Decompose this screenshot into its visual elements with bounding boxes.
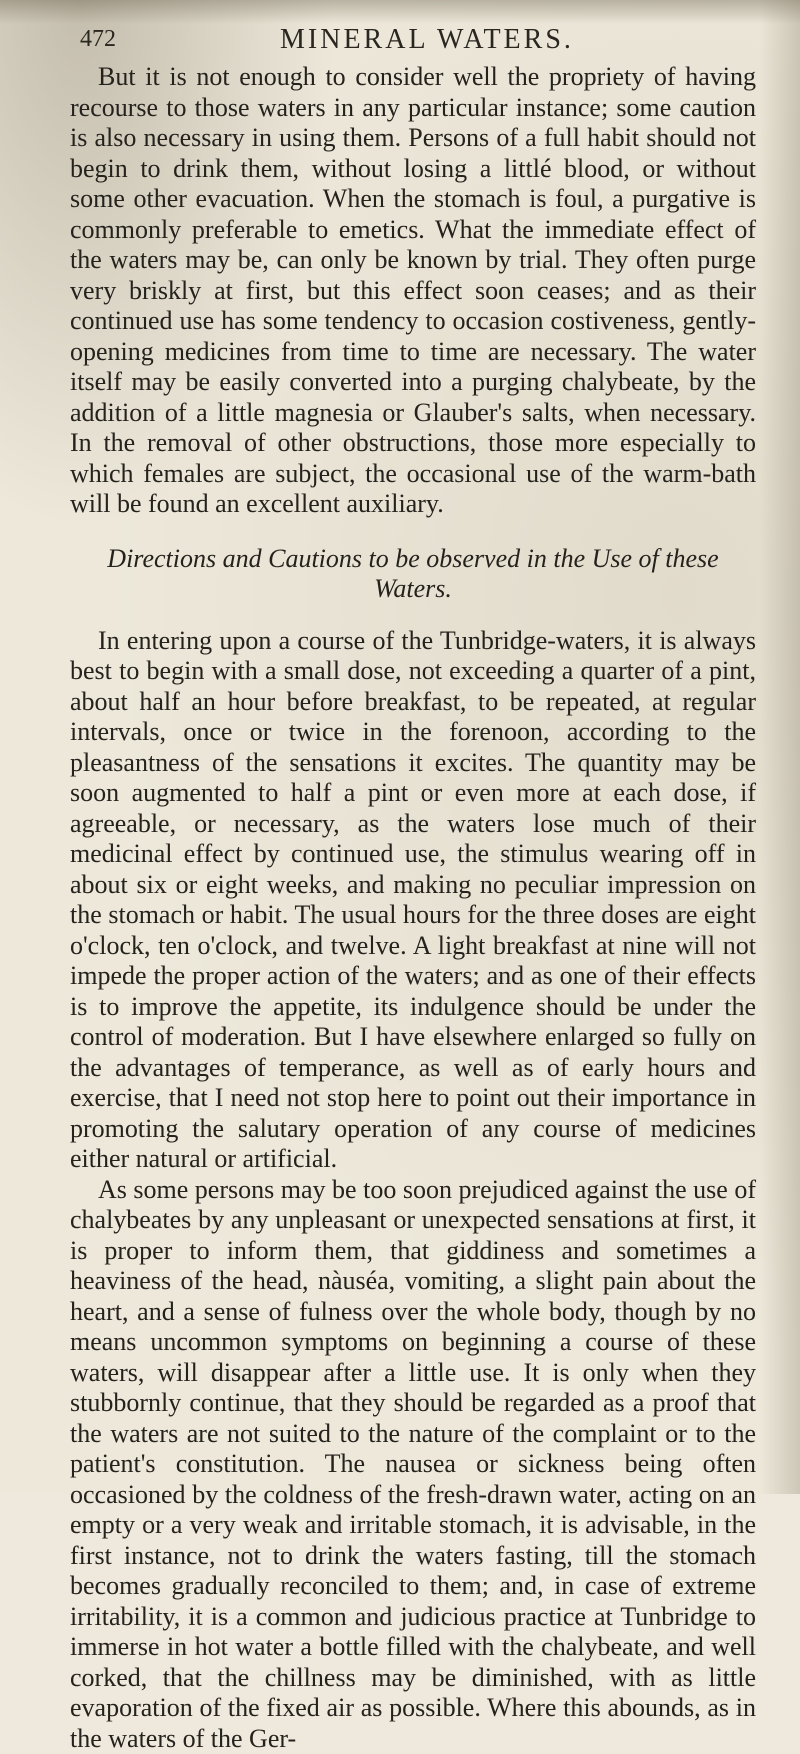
running-head: MINERAL WATERS. bbox=[280, 24, 574, 56]
page-edge-shadow bbox=[760, 0, 800, 1494]
paragraph-1: But it is not enough to consider well the propriety of having recourse to those waters in any particular instance; some caution is also necessary in using them. Persons of a full habit should not begin to drink them, without losing a littlé blood, or without some other evacuation. When the stomach is foul, a purgative is commonly preferable to emetics. What the immediate effect of the waters may be, can only be known by trial. They often purge very briskly at first, but this effect soon ceases; and as their continued use has some tendency to occasion costiveness, gently-opening medicines from time to time are necessary. The water itself may be easily converted into a purging chalybeate, by the addition of a little magnesia or Glauber's salts, when necessary. In the removal of other obstructions, those more especially to which females are subject, the occasional use of the warm-bath will be found an excellent auxiliary. bbox=[70, 62, 756, 520]
page-number: 472 bbox=[80, 26, 116, 53]
body-text bbox=[70, 62, 756, 1754]
section-title: Directions and Cautions to be observed in the Use of these Waters. bbox=[70, 544, 756, 604]
page-header bbox=[80, 20, 720, 60]
paragraph-2: In entering upon a course of the Tunbridge-waters, it is always best to begin with a small dose, not exceeding a quarter of a pint, about half an hour before breakfast, to be repeated, at regular intervals, once or twice in the forenoon, according to the pleasantness of the sensations it excites. The quantity may be soon augmented to half a pint or even more at each dose, if agreeable, or necessary, as the waters lose much of their medicinal effect by continued use, the stimulus wearing off in about six or eight weeks, and making no peculiar impression on the stomach or habit. The usual hours for the three doses are eight o'clock, ten o'clock, and twelve. A light breakfast at nine will not impede the proper action of the waters; and as one of their effects is to improve the appetite, its indulgence should be under the control of moderation. But I have elsewhere enlarged so fully on the advantages of temperance, as well as of early hours and exercise, that I need not stop here to point out their importance in promoting the salutary operation of any course of medicines either natural or artificial. bbox=[70, 626, 756, 1175]
paragraph-3: As some persons may be too soon prejudiced against the use of chalybeates by any unpleasant or unexpected sensations at first, it is proper to inform them, that giddiness and sometimes a heaviness of the head, nàuséa, vomiting, a slight pain about the heart, and a sense of fulness over the whole body, though by no means uncommon symptoms on beginning a course of these waters, will disappear after a little use. It is only when they stubbornly continue, that they should be regarded as a proof that the waters are not suited to the nature of the complaint or to the patient's constitution. The nausea or sickness being often occasioned by the coldness of the fresh-drawn water, acting on an empty or a very weak and irritable stomach, it is advisable, in the first instance, not to drink the waters fasting, till the stomach becomes gradually reconciled to them; and, in case of extreme irritability, it is a common and judicious practice at Tunbridge to immerse in hot water a bottle filled with the chalybeate, and well corked, that the chillness may be diminished, with as little evaporation of the fixed air as possible. Where this abounds, as in the waters of the Ger- bbox=[70, 1175, 756, 1754]
